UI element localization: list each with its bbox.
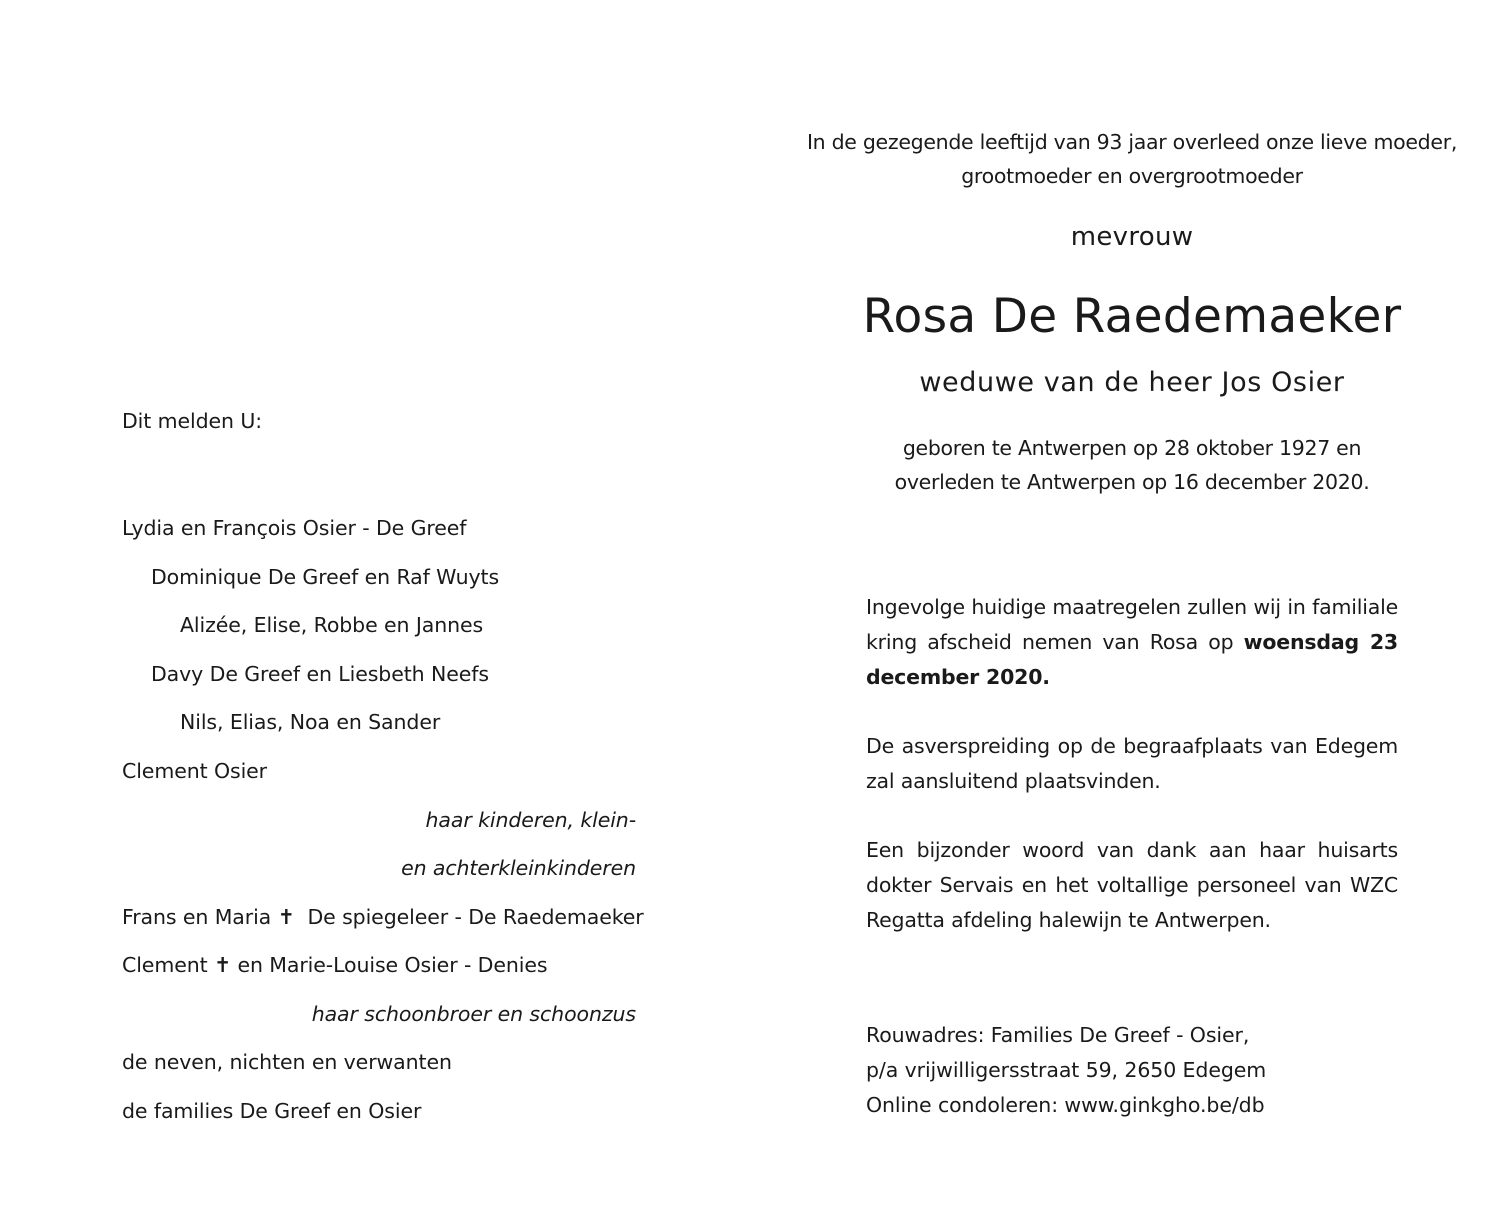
address-line: Rouwadres: Families De Greef - Osier, [866, 1023, 1250, 1047]
mourning-address [866, 1018, 1426, 1123]
relation-label: en achterkleinkinderen [401, 856, 636, 880]
cross-icon: ✝ [277, 905, 295, 929]
family-line: Clement Osier [122, 759, 268, 783]
family-line: Nils, Elias, Noa en Sander [180, 710, 441, 734]
thanks-paragraph: Een bijzonder woord van dank aan haar huisarts dokter Servais en het voltallige personeel van WZC Regatta afdeling halewijn te Antwerpen. [866, 838, 1398, 932]
inlaw-line [122, 903, 644, 931]
family-line: Dominique De Greef en Raf Wuyts [151, 565, 500, 589]
family-line: Alizée, Elise, Robbe en Jannes [180, 613, 484, 637]
intro-line: In de gezegende leeftijd van 93 jaar overleed onze lieve moeder, [806, 130, 1458, 154]
cross-icon: ✝ [213, 953, 232, 977]
inlaw-name: De spiegeleer - De Raedemaeker [307, 905, 644, 929]
intro-text [800, 125, 1464, 193]
widow-line: weduwe van de heer Jos Osier [919, 367, 1345, 398]
relation-label: haar kinderen, klein- [425, 808, 636, 832]
relation-label: haar schoonbroer en schoonzus [311, 1002, 636, 1026]
farewell-paragraph [866, 590, 1398, 695]
life-dates [800, 431, 1464, 499]
inlaw-name: en Marie-Louise Osier - Denies [237, 953, 548, 977]
death-line: overleden te Antwerpen op 16 december 2020. [894, 470, 1370, 494]
inlaw-line [122, 951, 636, 979]
birth-line: geboren te Antwerpen op 28 oktober 1927 en [902, 436, 1362, 460]
farewell-date: woensdag 23 december 2020. [866, 630, 1398, 689]
family-line: Davy De Greef en Liesbeth Neefs [151, 662, 489, 686]
family-line: Lydia en François Osier - De Greef [122, 516, 467, 540]
families-line: de families De Greef en Osier [122, 1099, 422, 1123]
address-line: p/a vrijwilligersstraat 59, 2650 Edegem [866, 1058, 1267, 1082]
salutation: mevrouw [1070, 222, 1194, 252]
condolence-link[interactable]: Online condoleren: www.ginkgho.be/db [866, 1093, 1265, 1117]
inlaw-name: Clement [122, 953, 208, 977]
ashes-paragraph: De asverspreiding op de begraafplaats van Edegem zal aansluitend plaatsvinden. [866, 734, 1398, 793]
farewell-text: Ingevolge huidige maatregelen zullen wij in familiale kring afscheid nemen van Rosa op [866, 595, 1398, 654]
intro-line: grootmoeder en overgrootmoeder [961, 164, 1303, 188]
announcement-intro: Dit melden U: [122, 409, 263, 433]
relatives-line: de neven, nichten en verwanten [122, 1050, 452, 1074]
deceased-name: Rosa De Raedemaeker [862, 289, 1402, 344]
inlaw-name: Frans en Maria [122, 905, 272, 929]
